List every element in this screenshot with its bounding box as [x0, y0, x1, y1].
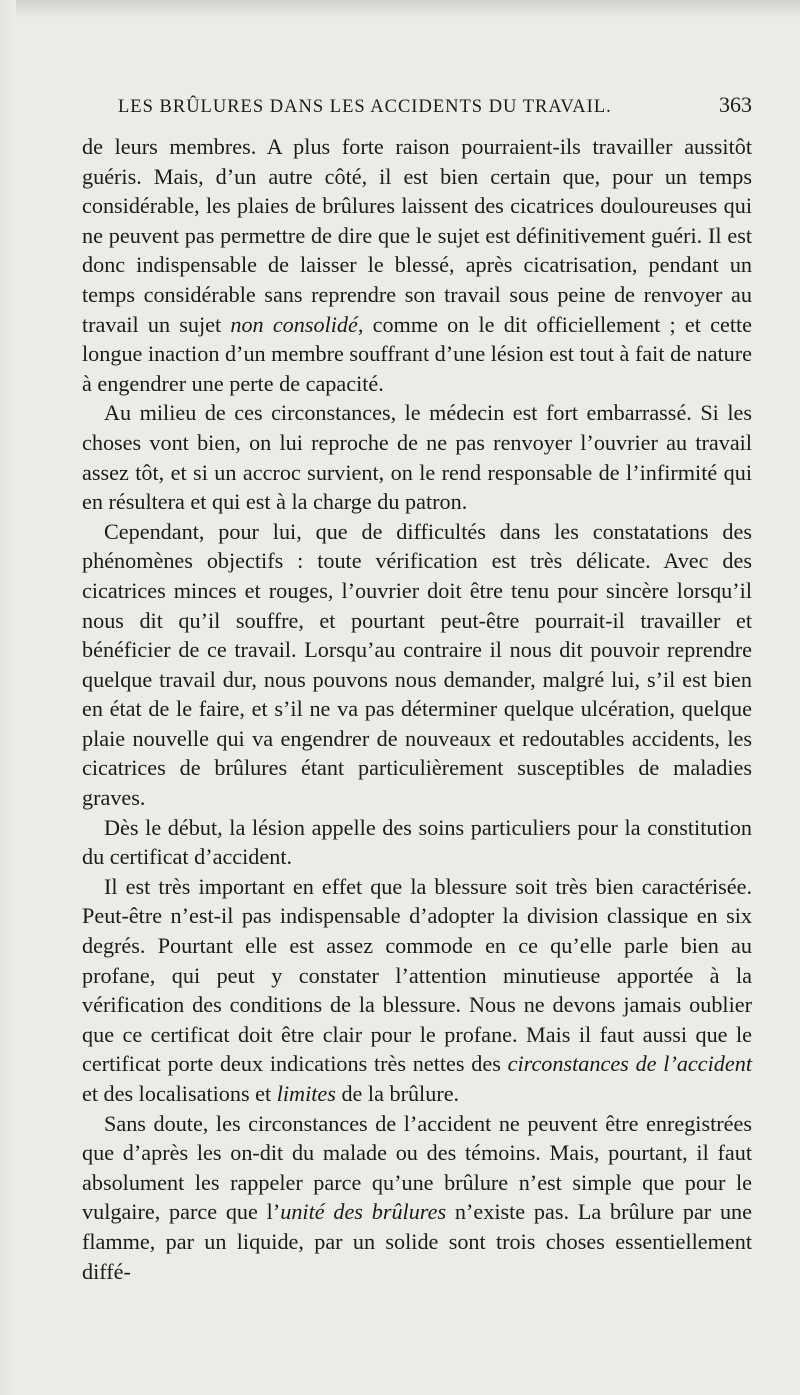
running-head [118, 92, 752, 132]
paragraph-5 [82, 872, 752, 1109]
scan-edge-left [0, 0, 16, 1395]
body-text [82, 132, 752, 1286]
paragraph-text: Cependant, pour lui, que de difficultés dans les constatations des phénomènes objectifs : toute vérification est très délicate. Avec des cicatrices minces et rouges, l’ouvrier doit être tenu pour sincère lorsqu’il nous dit qu’il souffre, et pourtant peut-être pourrait-il travailler et bénéficier de ce travail. Lorsqu’au contraire il nous dit pouvoir reprendre quelque travail dur, nous pouvons nous demander, malgré lui, s’il est bien en état de le faire, et s’il ne va pas déterminer quelque ulcération, quelque plaie nouvelle qui va engendrer de nouveaux et redoutables accidents, les cicatrices de brûlures étant particulièrement susceptibles de maladies graves. [82, 518, 752, 811]
paragraph-2 [82, 398, 752, 516]
paragraph-text: Sans doute, les circonstances de l’accident ne peuvent être enregistrées que d’après les on-dit du malade ou des témoins. Mais, pourtant, il faut absolument les rappeler parce qu’une brûlure n’est simple que pour le vulgaire, parce que l’ [82, 1110, 752, 1225]
italic-phrase: non consolidé, [230, 311, 364, 337]
running-title: LES BRÛLURES DANS LES ACCIDENTS DU TRAVAIL. [118, 97, 612, 117]
paragraph-1 [82, 132, 752, 398]
page-number: 363 [719, 92, 752, 117]
paragraph-text: Dès le début, la lésion appelle des soins particuliers pour la constitution du certificat d’accident. [82, 814, 752, 870]
paragraph-4 [82, 813, 752, 872]
paragraph-text: n’existe pas. La brûlure par une flamme, par un liquide, par un solide sont trois choses essentiellement diffé- [82, 1199, 753, 1284]
book-page [82, 92, 752, 1286]
paragraph-text: de leurs membres. A plus forte raison pourraient-ils travailler aussitôt guéris. Mais, d’un autre côté, il est bien certain que, pour un temps considérable, les plaies de brûlures laissent des cicatrices douloureuses qui ne peuvent pas permettre de dire que le sujet est définitivement guéri. Il est donc indispensable de laisser le blessé, après cicatrisation, pendant un temps considérable sans reprendre son travail sous peine de renvoyer au travail un sujet [82, 134, 752, 337]
paragraph-3 [82, 517, 752, 813]
scan-edge-top [0, 0, 800, 18]
italic-phrase: unité des brûlures [280, 1199, 447, 1225]
paragraph-text: et des localisations et [82, 1081, 277, 1106]
paragraph-6 [82, 1109, 752, 1287]
paragraph-text: Au milieu de ces circonstances, le médecin est fort embarrassé. Si les choses vont bien, on lui reproche de ne pas renvoyer l’ouvrier au travail assez tôt, et si un accroc survient, on le rend responsable de l’infirmité qui en résultera et qui est à la charge du patron. [82, 400, 752, 515]
italic-phrase: limites [276, 1081, 336, 1106]
paragraph-text: de la brûlure. [335, 1081, 460, 1106]
italic-phrase: circonstances de l’accident [507, 1051, 752, 1077]
paragraph-text: Il est très important en effet que la blessure soit très bien caractérisée. Peut-être n’est-il pas indispensable d’adopter la division classique en six degrés. Pourtant elle est assez commode en ce qu’elle parle bien au profane, qui peut y constater l’attention minutieuse apportée à la vérification des conditions de la blessure. Nous ne devons jamais oublier que ce certificat doit être clair pour le profane. Mais il faut aussi que le certificat porte deux indications très nettes des [82, 873, 752, 1077]
paragraph-text: comme on le dit officiellement ; et cette longue inaction d’un membre souffrant d’une lésion est tout à fait de nature à engendrer une perte de capacité. [82, 311, 752, 396]
